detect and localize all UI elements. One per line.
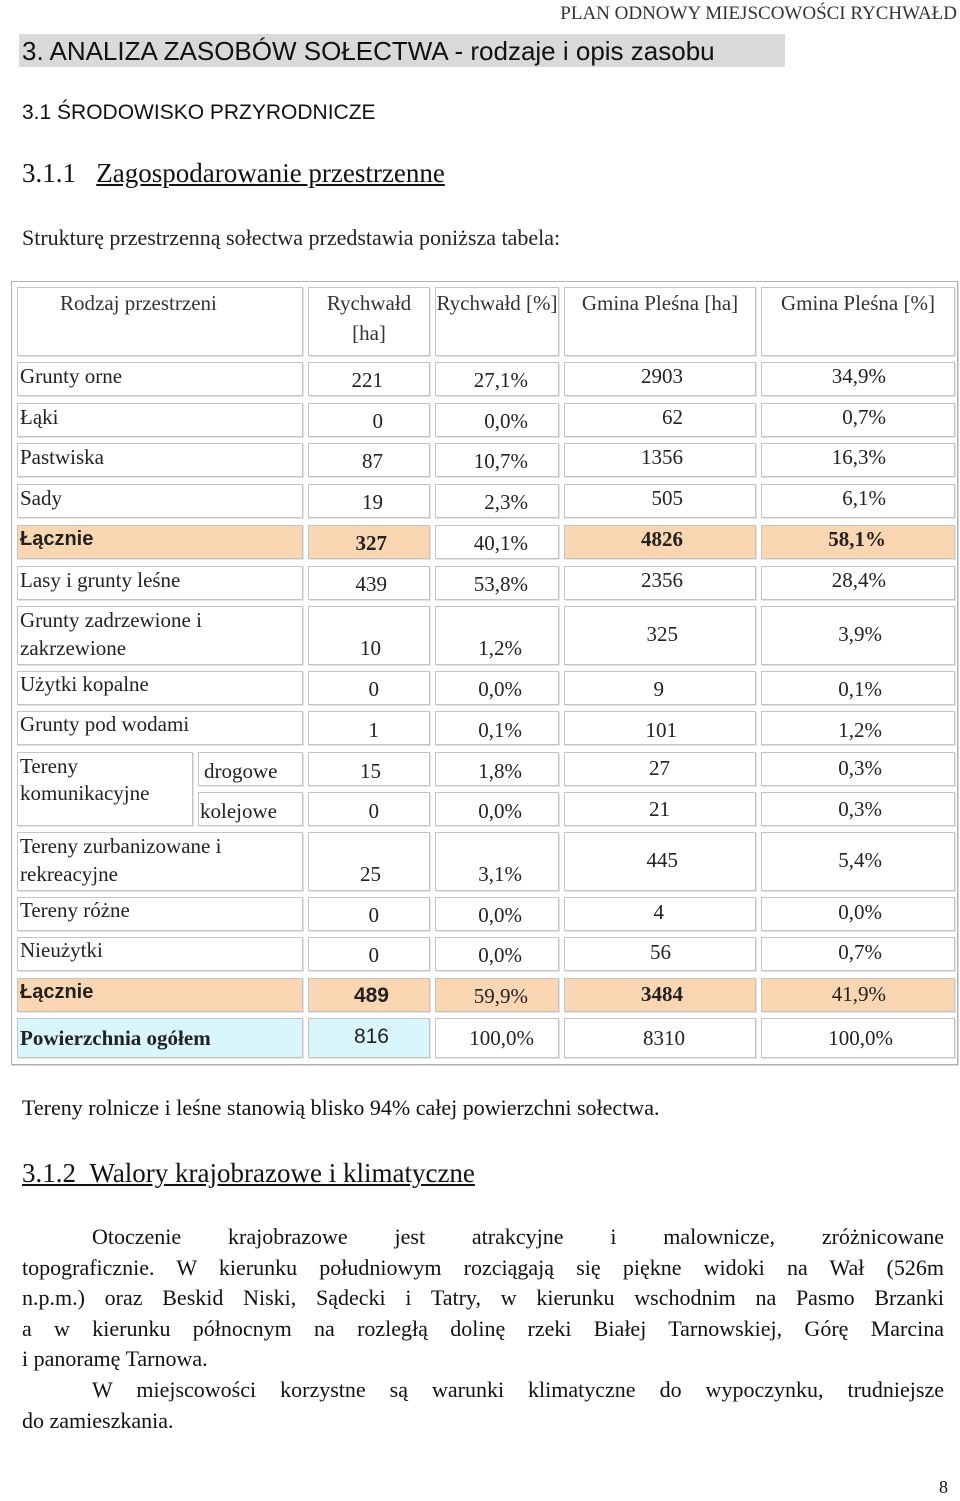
sub-label: drogowe: [204, 759, 278, 783]
cell-rychwald-pct: 0,0%: [478, 799, 522, 823]
row-label: Łąki: [20, 405, 59, 429]
cell-gmina-ha: 8310: [643, 1026, 685, 1050]
row-label: Pastwiska: [20, 445, 104, 469]
page-number: 8: [939, 1477, 948, 1497]
paragraph-line: n.p.m.) oraz Beskid Niski, Sądecki i Tatry, w kierunku wschodnim na Pasmo Brzanki: [22, 1285, 944, 1310]
cell-gmina-ha: 325: [646, 622, 678, 646]
row-label-line1: Grunty zadrzewione i: [20, 608, 202, 632]
subsection-heading: 3.1 ŚRODOWISKO PRZYRODNICZE: [22, 101, 376, 124]
cell-rychwald-ha: 0: [368, 943, 379, 967]
row-label-line1: Tereny zurbanizowane i: [20, 834, 222, 858]
cell-rychwald-ha: 25: [360, 862, 381, 886]
cell-gmina-pct: 0,3%: [838, 756, 882, 780]
cell-rychwald-pct: 3,1%: [478, 862, 522, 886]
group-label-line2: komunikacyjne: [20, 781, 150, 805]
cell-gmina-ha: 3484: [641, 982, 683, 1006]
cell-gmina-pct: 100,0%: [828, 1026, 893, 1050]
cell-rychwald-ha: 489: [353, 984, 389, 1007]
cell-gmina-ha: 4: [653, 900, 664, 924]
header-rychwald-ha: Rychwałd [ha]: [326, 291, 412, 345]
cell-rychwald-ha: 0: [368, 799, 379, 823]
cell-rychwald-pct: 10,7%: [473, 449, 528, 473]
cell-gmina-pct: 6,1%: [842, 486, 886, 510]
cell-gmina-pct: 0,3%: [838, 797, 882, 821]
row-label: Grunty orne: [20, 364, 123, 388]
paragraph-landscape: [22, 1222, 944, 1375]
row-label-line2: rekreacyjne: [20, 862, 118, 886]
header-gmina-ha: Gmina Pleśna [ha]: [581, 291, 739, 315]
cell-rychwald-pct: 0,0%: [478, 677, 522, 701]
cell-rychwald-pct: 40,1%: [473, 531, 528, 555]
cell-gmina-pct: 0,7%: [838, 940, 882, 964]
cell-gmina-pct: 28,4%: [831, 568, 886, 592]
paragraph-line: Otoczenie krajobrazowe jest atrakcyjne i malownicze, zróżnicowane: [92, 1224, 944, 1249]
cell-rychwald-ha: 15: [360, 759, 381, 783]
cell-gmina-ha: 56: [650, 940, 671, 964]
subtotal-label: Łącznie: [20, 528, 94, 550]
cell-gmina-ha: 1356: [641, 445, 683, 469]
running-header: PLAN ODNOWY MIEJSCOWOŚCI RYCHWAŁD: [560, 3, 957, 24]
cell-rychwald-pct: 1,2%: [478, 636, 522, 660]
summary-sentence: Tereny rolnicze i leśne stanowią blisko 94% całej powierzchni sołectwa.: [22, 1095, 660, 1120]
cell-gmina-ha: 2903: [641, 364, 683, 388]
table-intro: Strukturę przestrzenną sołectwa przedstawia poniższa tabela:: [22, 225, 561, 250]
subsubsection-heading-312: [22, 1158, 475, 1189]
cell-gmina-pct: 0,7%: [842, 405, 886, 429]
header-type: Rodzaj przestrzeni: [60, 291, 217, 315]
cell-gmina-pct: 3,9%: [838, 622, 882, 646]
cell-gmina-pct: 1,2%: [838, 718, 882, 742]
cell-rychwald-pct: 27,1%: [473, 368, 528, 392]
cell-gmina-ha: 505: [651, 486, 683, 510]
subtotal-label: Łącznie: [20, 981, 94, 1003]
cell-rychwald-ha: 19: [362, 490, 383, 514]
cell-rychwald-pct: 53,8%: [473, 572, 528, 596]
section-heading: 3. ANALIZA ZASOBÓW SOŁECTWA - rodzaje i opis zasobu: [22, 36, 715, 66]
cell-box: [17, 403, 303, 437]
cell-rychwald-pct: 0,0%: [478, 903, 522, 927]
row-label-line2: zakrzewione: [20, 636, 127, 660]
subsubsection-heading-311: [22, 158, 445, 189]
header-rychwald-pct: Rychwałd [%]: [436, 291, 558, 315]
cell-rychwald-ha: 221: [351, 368, 383, 392]
paragraph-line: W miejscowości korzystne są warunki klimatyczne do wypoczynku, trudniejsze: [92, 1377, 944, 1402]
cell-rychwald-pct: 0,0%: [484, 409, 528, 433]
cell-rychwald-pct: 0,1%: [478, 718, 522, 742]
cell-gmina-ha: 21: [649, 797, 670, 821]
row-label: Sady: [20, 486, 62, 510]
cell-rychwald-pct: 2,3%: [484, 490, 528, 514]
cell-rychwald-ha: 10: [360, 636, 381, 660]
cell-gmina-pct: 41,9%: [831, 982, 886, 1006]
cell-gmina-ha: 62: [662, 405, 683, 429]
cell-rychwald-ha: 0: [368, 903, 379, 927]
cell-gmina-ha: 27: [649, 756, 670, 780]
cell-gmina-pct: 5,4%: [838, 848, 882, 872]
cell-gmina-pct: 16,3%: [831, 445, 886, 469]
sub-label: kolejowe: [200, 799, 277, 823]
row-label: Użytki kopalne: [20, 672, 149, 696]
cell-rychwald-ha: 0: [372, 409, 383, 433]
cell-gmina-pct: 0,1%: [838, 677, 882, 701]
heading-311-number: 3.1.1: [22, 158, 76, 188]
cell-gmina-ha: 445: [646, 848, 678, 872]
paragraph-line: do zamieszkania.: [22, 1407, 174, 1433]
heading-312-number: 3.1.2: [22, 1158, 76, 1188]
cell-rychwald-ha: 439: [355, 572, 387, 596]
cell-gmina-pct: 34,9%: [831, 364, 886, 388]
cell-rychwald-ha: 327: [355, 531, 387, 555]
heading-311-title: Zagospodarowanie przestrzenne: [96, 158, 445, 188]
cell-gmina-ha: 9: [653, 677, 664, 701]
cell-rychwald-ha: 816: [353, 1025, 389, 1048]
cell-rychwald-ha: 1: [368, 718, 379, 742]
cell-gmina-pct: 58,1%: [828, 527, 886, 551]
heading-312-title: Walory krajobrazowe i klimatyczne: [89, 1158, 475, 1188]
row-label: Lasy i grunty leśne: [20, 568, 181, 592]
paragraph-line: topograficznie. W kierunku południowym rozciągają się piękne widoki na Wał (526m: [22, 1254, 944, 1280]
total-label: Powierzchnia ogółem: [20, 1026, 211, 1050]
cell-gmina-ha: 101: [645, 718, 677, 742]
paragraph-line: a w kierunku północnym na rozległą dolinę rzeki Białej Tarnowskiej, Górę Marcina: [22, 1315, 944, 1341]
row-label: Nieużytki: [20, 938, 103, 962]
cell-rychwald-pct: 1,8%: [478, 759, 522, 783]
cell-rychwald-ha: 87: [362, 449, 383, 473]
group-label-line1: Tereny: [20, 754, 78, 778]
row-label: Tereny różne: [20, 898, 130, 922]
cell-rychwald-pct: 100,0%: [469, 1026, 534, 1050]
paragraph-line: i panoramę Tarnowa.: [22, 1346, 208, 1371]
cell-rychwald-pct: 59,9%: [473, 984, 528, 1008]
paragraph-climate: [22, 1375, 944, 1436]
cell-gmina-ha: 4826: [641, 527, 683, 551]
cell-gmina-pct: 0,0%: [838, 900, 882, 924]
header-gmina-pct: Gmina Pleśna [%]: [781, 291, 935, 315]
cell-rychwald-pct: 0,0%: [478, 943, 522, 967]
cell-gmina-ha: 2356: [641, 568, 683, 592]
cell-rychwald-ha: 0: [368, 677, 379, 701]
row-label: Grunty pod wodami: [20, 712, 190, 736]
